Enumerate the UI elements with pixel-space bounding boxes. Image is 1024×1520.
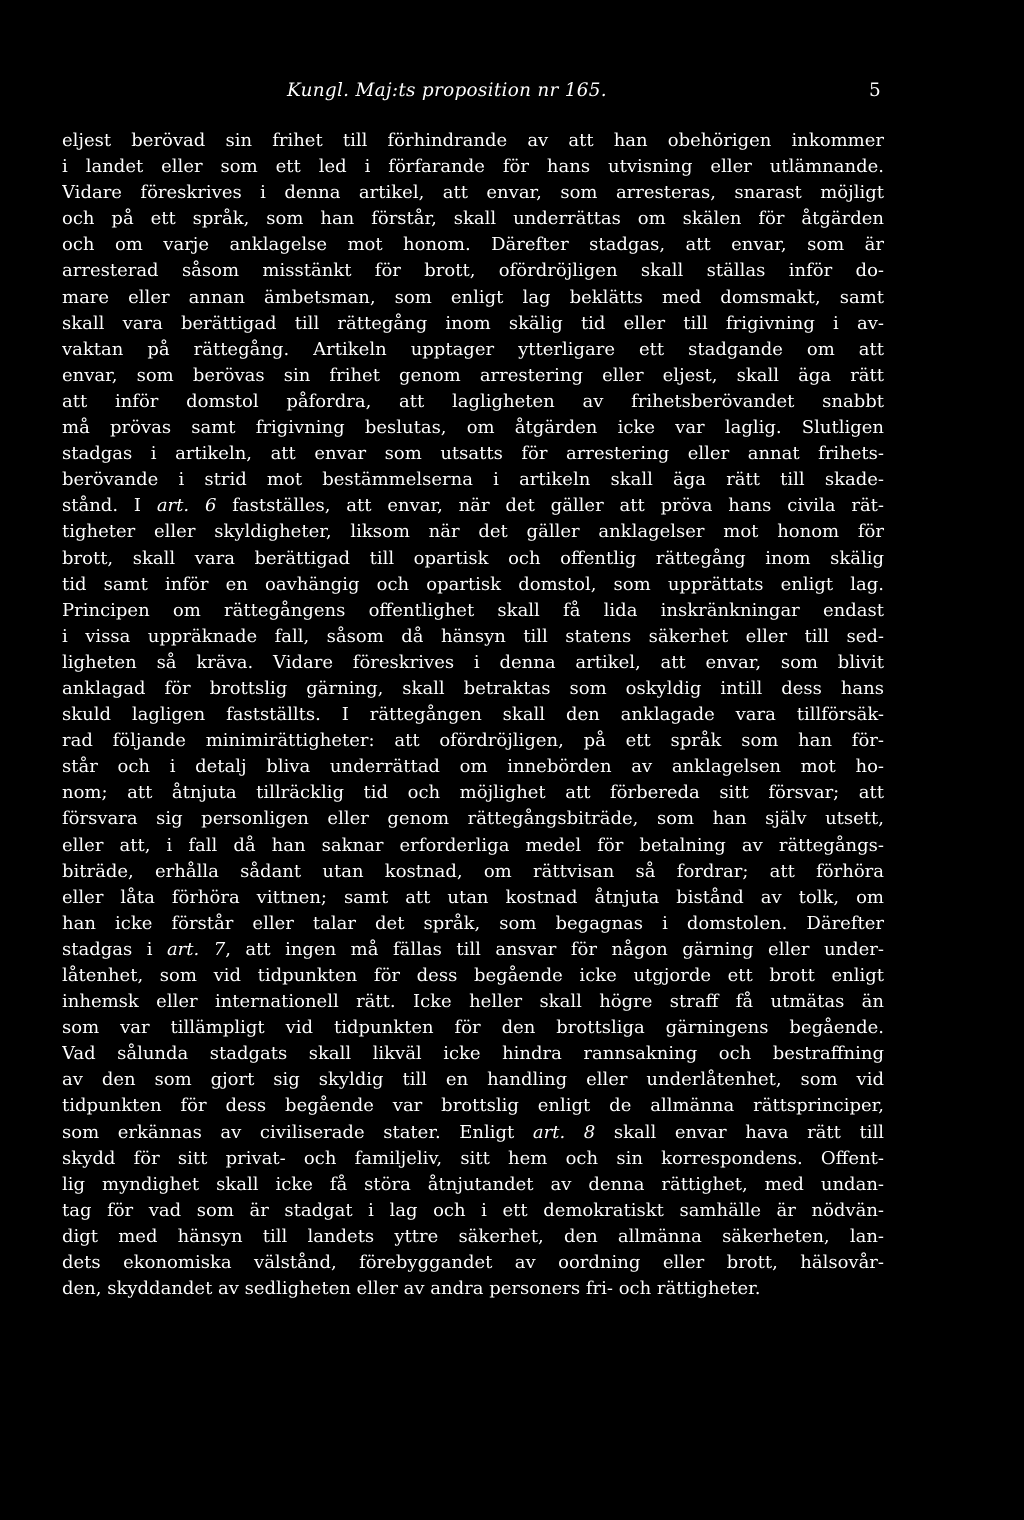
text-line [62, 1198, 884, 1224]
text-line [62, 572, 884, 598]
text-segment: berövande i strid mot bestämmelserna i artikeln skall äga rätt till skade- [62, 469, 884, 491]
text-line [62, 337, 884, 363]
text-segment: och på ett språk, som han förstår, skall underrättas om skälen för åtgärden [62, 208, 884, 230]
text-line [62, 1041, 884, 1067]
text-segment: brott, skall vara berättigad till opartisk och offentlig rättegång inom skälig [62, 547, 884, 569]
text-line [62, 363, 884, 389]
text-line [62, 702, 884, 728]
text-segment: han icke förstår eller talar det språk, som begagnas i domstolen. Därefter [62, 912, 884, 934]
text-line [62, 1276, 884, 1302]
text-segment: vaktan på rättegång. Artikeln upptager ytterligare ett stadgande om att [62, 338, 884, 360]
text-segment: må prövas samt frigivning beslutas, om åtgärden icke var laglig. Slutligen [62, 417, 884, 439]
text-segment: arresterad såsom misstänkt för brott, ofördröjligen skall ställas inför do- [62, 260, 884, 282]
text-segment: och om varje anklagelse mot honom. Därefter stadgas, att envar, som är [62, 234, 884, 256]
article-reference: art. 6 [156, 495, 217, 517]
text-line [62, 415, 884, 441]
text-line [62, 937, 884, 963]
text-line [62, 1250, 884, 1276]
text-segment: av den som gjort sig skyldig till en handling eller underlåtenhet, som vid [62, 1069, 884, 1091]
text-line [62, 598, 884, 624]
text-segment: som erkännas av civiliserade stater. Enligt [62, 1121, 533, 1143]
text-line [62, 963, 884, 989]
text-segment: mare eller annan ämbetsman, som enligt lag beklätts med domsmakt, samt [62, 286, 884, 308]
text-segment: envar, som berövas sin frihet genom arrestering eller eljest, skall äga rätt [62, 364, 884, 386]
article-reference: art. 7 [166, 938, 226, 960]
text-segment: tigheter eller skyldigheter, liksom när det gäller anklagelser mot honom för [62, 521, 884, 543]
text-segment: skall envar hava rätt till [595, 1121, 884, 1143]
text-segment: nom; att åtnjuta tillräcklig tid och möjlighet att förbereda sitt försvar; att [62, 782, 884, 804]
text-segment: stånd. I [62, 495, 157, 517]
text-line [62, 441, 884, 467]
text-segment: försvara sig personligen eller genom rättegångsbiträde, som han själv utsett, [62, 808, 884, 830]
text-line [62, 1120, 884, 1146]
text-segment: rad följande minimirättigheter: att ofördröjligen, på ett språk som han för- [62, 730, 884, 752]
text-segment: att inför domstol påfordra, att lagligheten av frihetsberövandet snabbt [62, 390, 884, 412]
text-segment: dets ekonomiska välstånd, förebyggandet av oordning eller brott, hälsovår- [62, 1252, 884, 1274]
text-line [62, 728, 884, 754]
text-segment: i vissa uppräknade fall, såsom då hänsyn till statens säkerhet eller till sed- [62, 625, 884, 647]
text-line [62, 676, 884, 702]
text-segment: Vidare föreskrives i denna artikel, att envar, som arresteras, snarast möjligt [62, 182, 884, 204]
text-segment: står och i detalj bliva underrättad om innebörden av anklagelsen mot ho- [62, 756, 884, 778]
text-segment: skall vara berättigad till rättegång inom skälig tid eller till frigivning i av- [62, 312, 884, 334]
text-line [62, 128, 884, 154]
text-line [62, 232, 884, 258]
text-segment: Principen om rättegångens offentlighet skall få lida inskränkningar endast [62, 599, 884, 621]
text-segment: anklagad för brottslig gärning, skall betraktas som oskyldig intill dess hans [62, 677, 884, 699]
text-segment: den, skyddandet av sedligheten eller av andra personers fri- och rättigheter. [62, 1278, 761, 1300]
text-segment: skydd för sitt privat- och familjeliv, sitt hem och sin korrespondens. Offent- [62, 1147, 884, 1169]
text-line [62, 258, 884, 284]
text-line [62, 1172, 884, 1198]
text-segment: stadgas i artikeln, att envar som utsatts för arrestering eller annat frihets- [62, 443, 884, 465]
text-line [62, 1015, 884, 1041]
text-segment: eller låta förhöra vittnen; samt att utan kostnad åtnjuta bistånd av tolk, om [62, 886, 884, 908]
text-line [62, 389, 884, 415]
running-header-title: Kungl. Maj:ts proposition nr 165. [287, 80, 607, 101]
article-reference: art. 8 [532, 1121, 596, 1143]
text-segment: inhemsk eller internationell rätt. Icke heller skall högre straff få utmätas än [62, 991, 884, 1013]
text-line [62, 624, 884, 650]
text-segment: eller att, i fall då han saknar erforderliga medel för betalning av rättegångs- [62, 834, 884, 856]
text-line [62, 885, 884, 911]
text-line [62, 989, 884, 1015]
text-segment: tidpunkten för dess begående var brottslig enligt de allmänna rättsprinciper, [62, 1095, 884, 1117]
text-segment: Vad sålunda stadgats skall likväl icke hindra rannsakning och bestraffning [62, 1043, 884, 1065]
text-segment: låtenhet, som vid tidpunkten för dess begående icke utgjorde ett brott enligt [62, 965, 884, 986]
text-segment: ligheten så kräva. Vidare föreskrives i denna artikel, att envar, som blivit [62, 651, 884, 673]
text-segment: stadgas i [62, 938, 167, 960]
text-line [62, 780, 884, 806]
text-line [62, 467, 884, 493]
text-line [62, 859, 884, 885]
text-segment: skuld lagligen fastställts. I rättegången skall den anklagade vara tillförsäk- [62, 704, 884, 726]
text-segment: , att ingen må fällas till ansvar för någon gärning eller under- [225, 938, 884, 960]
text-segment: tid samt inför en oavhängig och opartisk domstol, som upprättats enligt lag. [62, 573, 884, 595]
text-line [62, 546, 884, 572]
body-text [62, 128, 884, 1302]
text-line [62, 833, 884, 859]
text-segment: eljest berövad sin frihet till förhindrande av att han obehörigen inkommer [62, 130, 884, 151]
text-segment: fastställes, att envar, när det gäller att pröva hans civila rät- [216, 495, 884, 517]
text-line [62, 154, 884, 180]
text-line [62, 650, 884, 676]
text-line [62, 493, 884, 519]
text-line [62, 911, 884, 937]
text-line [62, 754, 884, 780]
text-line [62, 206, 884, 232]
text-line [62, 806, 884, 832]
text-segment: tag för vad som är stadgat i lag och i ett demokratiskt samhälle är nödvän- [62, 1199, 884, 1221]
text-line [62, 1093, 884, 1119]
text-line [62, 1146, 884, 1172]
text-segment: som var tillämpligt vid tidpunkten för den brottsliga gärningens begående. [62, 1017, 884, 1039]
text-line [62, 285, 884, 311]
page-number: 5 [869, 80, 881, 101]
text-segment: i landet eller som ett led i förfarande för hans utvisning eller utlämnande. [62, 156, 884, 178]
text-line [62, 519, 884, 545]
text-line [62, 311, 884, 337]
text-line [62, 1224, 884, 1250]
text-segment: biträde, erhålla sådant utan kostnad, om rättvisan så fordrar; att förhöra [62, 860, 884, 882]
text-line [62, 180, 884, 206]
text-segment: lig myndighet skall icke få störa åtnjutandet av denna rättighet, med undan- [62, 1173, 884, 1195]
text-segment: digt med hänsyn till landets yttre säkerhet, den allmänna säkerheten, lan- [62, 1225, 884, 1247]
text-line [62, 1067, 884, 1093]
